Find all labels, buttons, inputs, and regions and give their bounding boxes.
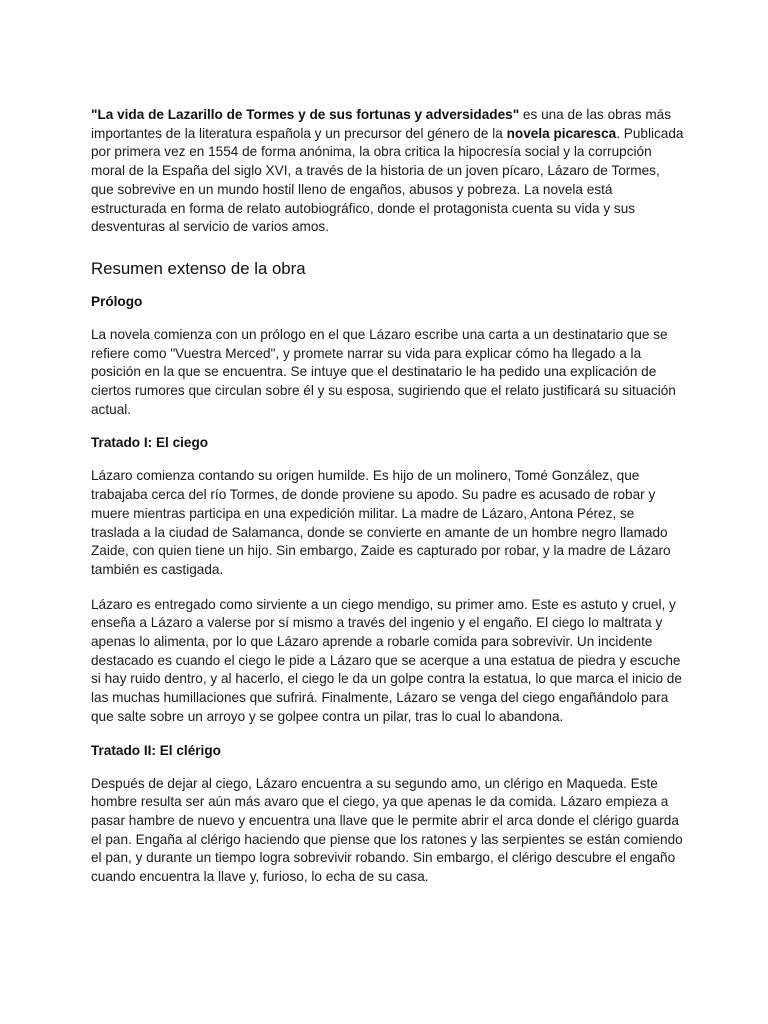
intro-text-2: . Publicada por primera vez en 1554 de forma anónima, la obra critica la hipocresía social y la corrupción moral de la España del siglo XVI, a través de la historia de un joven pícaro, Lázaro de Tormes, que sobrevive en un mundo hostil lleno de engaños, abusos y pobreza. La novela está estructurada en forma de relato autobiográfico, donde el protagonista cuenta su vida y sus desventuras al servicio de varios amos. xyxy=(91,125,684,235)
genre-emphasis: novela picaresca xyxy=(506,125,617,141)
intro-paragraph xyxy=(91,106,686,237)
section-heading-prologo: Prólogo xyxy=(91,293,143,309)
section-heading-tratado-1: Tratado I: El ciego xyxy=(91,435,209,451)
tratado-1-paragraph-2: Lázaro es entregado como sirviente a un ciego mendigo, su primer amo. Este es astuto y cruel, y enseña a Lázaro a valerse por sí mismo a través del ingenio y el engaño. El ciego lo maltrata y apenas lo alimenta, por lo que Lázaro aprende a robarle comida para sobrevivir. Un incidente destacado es cuando el ciego le pide a Lázaro que se acerque a una estatua de piedra y escuche si hay ruido dentro, y al hacerlo, el ciego le da un golpe contra la estatua, lo que marca el inicio de las muchas humillaciones que sufrirá. Finalmente, Lázaro se venga del ciego engañándolo para que salte sobre un arroyo y se golpee contra un pilar, tras lo cual lo abandona. xyxy=(91,596,682,724)
intro-text-1: es una de las obras más importantes de la literatura española y un precursor del género de la xyxy=(91,107,672,141)
tratado-1-paragraph-1: Lázaro comienza contando su origen humilde. Es hijo de un molinero, Tomé González, que trabajaba cerca del río Tormes, de donde proviene su apodo. Su padre es acusado de robar y muere mientras participa en una expedición militar. La madre de Lázaro, Antona Pérez, se traslada a la ciudad de Salamanca, donde se convierte en amante de un hombre negro llamado Zaide, con quien tiene un hijo. Sin embargo, Zaide es capturado por robar, y la madre de Lázaro también es castigada. xyxy=(91,468,671,577)
work-title: "La vida de Lazarillo de Tormes y de sus fortunas y adversidades" xyxy=(91,107,520,122)
summary-heading: Resumen extenso de la obra xyxy=(91,258,306,278)
section-heading-tratado-2: Tratado II: El clérigo xyxy=(91,742,221,758)
tratado-2-paragraph-1: Después de dejar al ciego, Lázaro encuentra a su segundo amo, un clérigo en Maqueda. Este hombre resulta ser aún más avaro que el ciego, ya que apenas le da comida. Lázaro empieza a pasar hambre de nuevo y encuentra una llave que le permite abrir el arca donde el clérigo guarda el pan. Engaña al clérigo haciendo que piense que los ratones y las serpientes se están comiendo el pan, y durante un tiempo logra sobrevivir robando. Sin embargo, el clérigo descubre el engaño cuando encuentra la llave y, furioso, lo echa de su casa. xyxy=(91,775,683,885)
prologo-paragraph: La novela comienza con un prólogo en el que Lázaro escribe una carta a un destinatario que se refiere como "Vuestra Merced", y promete narrar su vida para explicar cómo ha llegado a la posición en la que se encuentra. Se intuye que el destinatario le ha pedido una explicación de ciertos rumores que circulan sobre él y su esposa, sugiriendo que el relato justificará su situación actual. xyxy=(91,326,676,417)
